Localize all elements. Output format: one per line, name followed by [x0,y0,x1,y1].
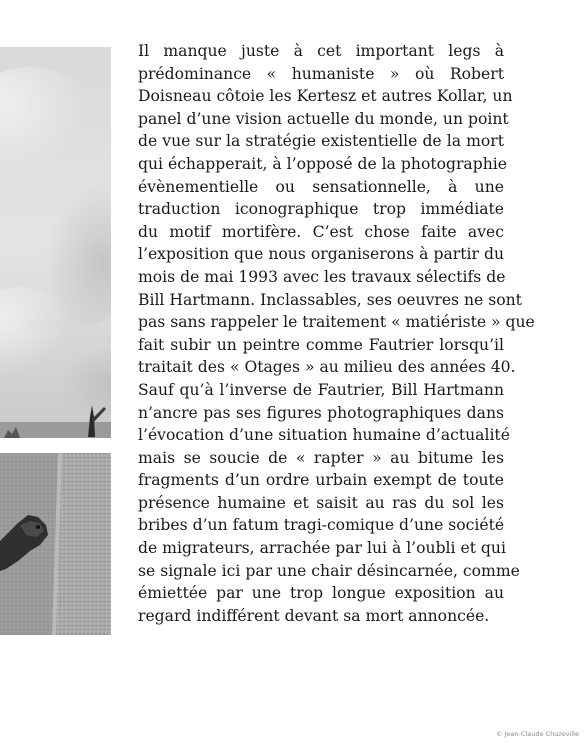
text-line: pas sans rappeler le traitement « matiériste » que [138,313,535,332]
text-line: mois de mai 1993 avec les travaux sélectifs de [138,267,506,286]
text-line: mais se soucie de « rapter » au bitume les [138,448,504,467]
text-line: bribes d’un fatum tragi-comique d’une société [138,516,505,535]
text-line: n’ancre pas ses figures photographiques dans [138,403,504,422]
text-line: du motif mortifère. C’est chose faite avec [138,222,504,241]
text-line: de vue sur la stratégie existentielle de la mort [138,132,504,151]
photo-pavement-bird [0,453,111,635]
text-line: Sauf qu’à l’inverse de Fautrier, Bill Hartmann [138,380,504,399]
text-line: Bill Hartmann. Inclassables, ses oeuvres ne sont [138,290,522,309]
text-line: traitait des « Otages » au milieu des années 40. [138,358,516,377]
text-line: de migrateurs, arrachée par lui à l’oubli et qui [138,539,506,558]
text-line: fragments d’un ordre urbain exempt de toute [138,471,504,490]
text-line: qui échapperait, à l’opposé de la photographie [138,154,507,173]
text-line: l’évocation d’une situation humaine d’actualité [138,426,510,445]
photo-sky-branch [0,47,111,438]
text-line: Doisneau côtoie les Kertesz et autres Kollar, un [138,87,513,106]
text-line: panel d’une vision actuelle du monde, un point [138,109,509,128]
text-line: l’exposition que nous organiserons à partir du [138,245,504,264]
article-text [138,40,535,627]
article-paragraph [138,40,535,627]
text-line: traduction iconographique trop immédiate [138,200,504,219]
text-line: émiettée par une trop longue exposition au [138,584,504,603]
photo-credit: © Jean-Claude Chuzeville [495,730,579,738]
text-line: fait subir un peintre comme Fautrier lorsqu’il [138,335,504,354]
text-line: prédominance « humaniste » où Robert [138,64,504,83]
text-line: se signale ici par une chair désincarnée, comme [138,561,520,580]
text-line: présence humaine et saisit au ras du sol les [138,493,504,512]
text-line: regard indifférent devant sa mort annoncée. [138,606,490,625]
text-line: Il manque juste à cet important legs à [138,42,504,60]
text-line: évènementielle ou sensationnelle, à une [138,177,504,196]
